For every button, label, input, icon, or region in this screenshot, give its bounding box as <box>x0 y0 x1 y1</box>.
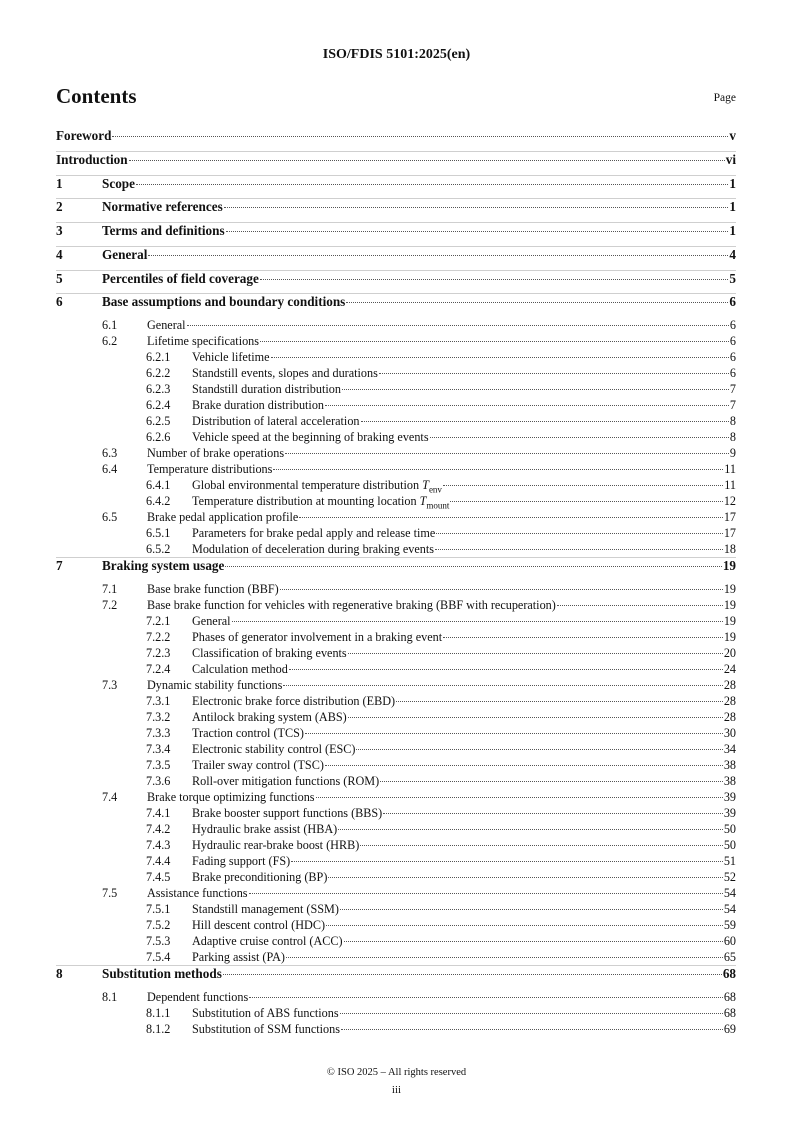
toc-entry-page: 19 <box>723 581 736 596</box>
toc-entry-page: 12 <box>723 494 736 508</box>
toc-entry-number: 5 <box>56 270 63 286</box>
toc-entry-number: 7.5 <box>102 885 118 900</box>
toc-entry-number: 7.5.2 <box>146 917 171 932</box>
dot-leader <box>305 733 723 734</box>
toc-entry-title: Parameters for brake pedal apply and release time <box>192 526 436 540</box>
toc-entry-title: Vehicle speed at the beginning of braking events <box>192 430 429 444</box>
dot-leader <box>289 669 723 670</box>
toc-entry-title: Braking system usage <box>102 558 225 573</box>
toc-entry-number: 6.2.5 <box>146 414 171 428</box>
toc-entry-page: 52 <box>723 869 736 884</box>
toc-entry-page: 60 <box>723 933 736 948</box>
toc-entry-page: 4 <box>729 246 736 262</box>
toc-entry[interactable] <box>56 870 736 886</box>
toc-entry-number: 7.4.5 <box>146 869 171 884</box>
toc-entry[interactable] <box>56 630 736 646</box>
dot-leader <box>273 469 723 470</box>
dot-leader <box>129 160 725 161</box>
toc-entry-page: 38 <box>723 757 736 772</box>
toc-entry[interactable] <box>56 414 736 430</box>
toc-entry[interactable] <box>56 582 736 598</box>
toc-entry-page: 5 <box>729 270 736 286</box>
toc-entry-page: 11 <box>724 478 736 492</box>
toc-entry[interactable] <box>56 478 736 494</box>
toc-entry-title: Percentiles of field coverage <box>102 270 259 286</box>
toc-entry-number: 6.4.1 <box>146 478 171 492</box>
toc-entry-title: Brake duration distribution <box>192 398 325 412</box>
toc-entry-page: 51 <box>723 853 736 868</box>
dot-leader <box>271 357 729 358</box>
dot-leader <box>346 302 728 303</box>
toc-entry-number: 8.1 <box>102 989 118 1004</box>
toc-entry-number: 6.2.1 <box>146 350 171 364</box>
toc-entry-page: 28 <box>723 709 736 724</box>
toc-entry[interactable] <box>56 199 736 223</box>
toc-entry-title: Temperature distributions <box>147 462 273 476</box>
toc-entry-title: Standstill management (SSM) <box>192 901 339 916</box>
toc-entry-page: 59 <box>723 917 736 932</box>
toc-entry-title: Roll-over mitigation functions (ROM) <box>192 773 380 788</box>
toc-entry-title: Terms and definitions <box>102 223 225 238</box>
document-id-header: ISO/FDIS 5101:2025(en) <box>322 47 471 62</box>
dot-leader <box>348 717 723 718</box>
toc-entry-number: 7.2 <box>102 597 118 612</box>
toc-entry-number: 6.1 <box>102 318 118 332</box>
dot-leader <box>342 389 729 390</box>
toc-entry[interactable] <box>56 128 736 152</box>
toc-entry-page: 68 <box>722 965 736 981</box>
dot-leader <box>328 877 722 878</box>
toc-entry-page: 1 <box>729 175 736 191</box>
toc-entry[interactable] <box>56 694 736 710</box>
math-subscript: mount <box>426 500 450 511</box>
toc-entry-number: 6.3 <box>102 446 118 460</box>
toc-entry[interactable] <box>56 614 736 630</box>
dot-leader <box>396 701 723 702</box>
toc-entry-number: 7.2.4 <box>146 661 171 676</box>
dot-leader <box>325 765 723 766</box>
dot-leader <box>361 421 729 422</box>
toc-entry-title: Standstill events, slopes and durations <box>192 366 378 380</box>
toc-entry-title: Base brake function for vehicles with regenerative braking (BBF with recuperation) <box>147 597 556 612</box>
toc-entry-title: Calculation method <box>192 661 288 676</box>
toc-entry-title: Classification of braking events <box>192 645 347 660</box>
toc-entry-page: 6 <box>729 318 736 332</box>
toc-entry[interactable] <box>56 430 736 446</box>
toc-entry-number: 6.5 <box>102 510 118 524</box>
toc-entry[interactable] <box>56 398 736 414</box>
toc-entry[interactable] <box>56 918 736 934</box>
toc-entry[interactable] <box>56 886 736 902</box>
toc-entry[interactable] <box>56 462 736 478</box>
dot-leader <box>280 589 723 590</box>
toc-entry-title: Temperature distribution at mounting location $T_{mount}$ <box>192 494 450 511</box>
toc-entry-page: 19 <box>723 629 736 644</box>
toc-entry[interactable] <box>56 774 736 790</box>
dot-leader <box>283 685 722 686</box>
toc-entry-number: 7.3.5 <box>146 757 171 772</box>
math-symbol: T <box>419 494 427 508</box>
math-subscript: env <box>428 484 442 495</box>
toc-entry-page: 28 <box>723 693 736 708</box>
dot-leader <box>383 813 723 814</box>
toc-entry-number: 4 <box>56 246 63 262</box>
dot-leader <box>224 207 729 208</box>
toc-entry[interactable] <box>56 854 736 870</box>
dot-leader <box>226 231 729 232</box>
dot-leader <box>435 549 723 550</box>
toc-entry-title: Substitution of ABS functions <box>192 1005 339 1020</box>
toc-entry-number: 7.5.3 <box>146 933 171 948</box>
dot-leader <box>286 957 723 958</box>
toc-entry-page: 54 <box>723 901 736 916</box>
toc-entry[interactable] <box>56 271 736 295</box>
math-symbol: T <box>422 478 429 492</box>
toc-entry-number: 7.4.4 <box>146 853 171 868</box>
toc-entry-title: Substitution methods <box>102 965 222 981</box>
dot-leader <box>223 974 722 975</box>
toc-entry[interactable] <box>56 662 736 678</box>
page-title: Contents <box>56 84 137 108</box>
toc-entry[interactable] <box>56 366 736 382</box>
toc-entry-title: Substitution of SSM functions <box>192 1021 340 1036</box>
toc-entry[interactable] <box>56 678 736 694</box>
toc-entry-title: Dependent functions <box>147 989 249 1004</box>
toc-entry-title: Normative references <box>102 199 223 215</box>
dot-leader <box>340 1013 723 1014</box>
dot-leader <box>348 653 723 654</box>
toc-entry-page: 30 <box>723 725 736 740</box>
dot-leader <box>443 637 723 638</box>
toc-entry-title: General <box>147 318 186 332</box>
toc-entry-title: Adaptive cruise control (ACC) <box>192 933 343 948</box>
toc-entry-page: v <box>729 128 736 143</box>
dot-leader <box>340 909 723 910</box>
page-column-label: Page <box>713 92 736 104</box>
dot-leader <box>360 845 723 846</box>
toc-entry-number: 7.4.1 <box>146 805 171 820</box>
dot-leader <box>299 517 723 518</box>
toc-entry-page: 69 <box>723 1021 736 1036</box>
toc-entry[interactable] <box>56 1006 736 1022</box>
toc-entry-number: 2 <box>56 199 63 215</box>
toc-entry[interactable] <box>56 446 736 462</box>
toc-entry-number: 7.3.1 <box>146 693 171 708</box>
toc-entry[interactable] <box>56 318 736 334</box>
toc-entry-page: 18 <box>723 542 736 556</box>
dot-leader <box>379 373 729 374</box>
toc-entry[interactable] <box>56 558 736 582</box>
toc-entry-page: 17 <box>723 510 736 524</box>
toc-entry-title: Brake pedal application profile <box>147 510 299 524</box>
toc-entry[interactable] <box>56 382 736 398</box>
dot-leader <box>136 184 728 185</box>
toc-entry-number: 7.3.4 <box>146 741 171 756</box>
toc-entry-title: Parking assist (PA) <box>192 949 285 964</box>
toc-entry-page: 54 <box>723 885 736 900</box>
toc-entry-number: 6.4 <box>102 462 118 476</box>
toc-entry-title: Trailer sway control (TSC) <box>192 757 324 772</box>
toc-entry-title: Base assumptions and boundary conditions <box>102 294 346 310</box>
dot-leader <box>338 829 723 830</box>
dot-leader <box>225 566 721 567</box>
toc-entry-page: 19 <box>723 613 736 628</box>
toc-entry-page: 50 <box>723 837 736 852</box>
toc-entry-page: 6 <box>729 294 736 310</box>
dot-leader <box>557 605 723 606</box>
toc-entry[interactable] <box>56 223 736 247</box>
toc-entry-title: Distribution of lateral acceleration <box>192 414 360 428</box>
toc-entry-page: 24 <box>723 661 736 676</box>
toc-entry-page: 8 <box>729 430 736 444</box>
dot-leader <box>341 1029 723 1030</box>
toc-entry[interactable] <box>56 990 736 1006</box>
dot-leader <box>380 781 723 782</box>
toc-entry-title: Dynamic stability functions <box>147 677 283 692</box>
dot-leader <box>260 341 729 342</box>
dot-leader <box>443 485 723 486</box>
toc-entry-number: 7.4 <box>102 789 118 804</box>
dot-leader <box>148 255 728 256</box>
dot-leader <box>344 941 723 942</box>
dot-leader <box>260 279 729 280</box>
toc-entry-page: 68 <box>723 989 736 1004</box>
toc-entry[interactable] <box>56 838 736 854</box>
toc-entry-number: 7 <box>56 558 63 573</box>
table-of-contents <box>56 128 736 1038</box>
toc-entry[interactable] <box>56 806 736 822</box>
toc-entry-title: Traction control (TCS) <box>192 725 304 740</box>
toc-entry-title: Phases of generator involvement in a braking event <box>192 629 443 644</box>
toc-entry-page: 68 <box>723 1005 736 1020</box>
toc-entry-page: 65 <box>723 949 736 964</box>
toc-entry-page: 34 <box>723 741 736 756</box>
toc-entry[interactable] <box>56 966 736 990</box>
toc-entry[interactable] <box>56 510 736 526</box>
toc-entry[interactable] <box>56 934 736 950</box>
toc-entry-page: 17 <box>723 526 736 540</box>
toc-entry-page: 8 <box>729 414 736 428</box>
toc-entry-title: Lifetime specifications <box>147 334 260 348</box>
toc-entry-number: 3 <box>56 223 63 238</box>
toc-entry-number: 1 <box>56 175 63 191</box>
toc-entry-number: 6.4.2 <box>146 494 171 508</box>
dot-leader <box>187 325 729 326</box>
toc-entry-page: 9 <box>729 446 736 460</box>
toc-entry-title: Number of brake operations <box>147 446 285 460</box>
toc-entry-number: 6.2.6 <box>146 430 171 444</box>
toc-entry[interactable] <box>56 494 736 510</box>
dot-leader <box>430 437 729 438</box>
toc-entry[interactable] <box>56 294 736 318</box>
toc-entry-number: 8.1.1 <box>146 1005 171 1020</box>
dot-leader <box>291 861 723 862</box>
toc-entry-title: Electronic stability control (ESC) <box>192 741 356 756</box>
toc-entry-number: 7.4.3 <box>146 837 171 852</box>
toc-entry-number: 6 <box>56 294 63 310</box>
toc-entry[interactable] <box>56 350 736 366</box>
toc-entry[interactable] <box>56 790 736 806</box>
toc-entry[interactable] <box>56 902 736 918</box>
toc-entry-number: 8 <box>56 965 63 981</box>
toc-entry-number: 8.1.2 <box>146 1021 171 1036</box>
toc-entry[interactable] <box>56 710 736 726</box>
toc-entry-number: 7.4.2 <box>146 821 171 836</box>
toc-entry-number: 7.3.2 <box>146 709 171 724</box>
toc-entry-page: 1 <box>729 223 736 238</box>
toc-entry[interactable] <box>56 247 736 271</box>
toc-entry-page: 6 <box>729 334 736 348</box>
toc-entry-title: Assistance functions <box>147 885 248 900</box>
toc-entry-number: 7.2.2 <box>146 629 171 644</box>
toc-entry-title: Modulation of deceleration during braking events <box>192 542 434 556</box>
toc-entry-title: Fading support (FS) <box>192 853 291 868</box>
toc-entry[interactable] <box>56 176 736 200</box>
toc-entry-number: 6.5.1 <box>146 526 171 540</box>
toc-entry-page: 39 <box>723 789 736 804</box>
toc-entry-page: 6 <box>729 366 736 380</box>
toc-entry-page: 39 <box>723 805 736 820</box>
toc-entry-title: Vehicle lifetime <box>192 350 270 364</box>
toc-entry-number: 7.3.3 <box>146 725 171 740</box>
toc-entry[interactable] <box>56 742 736 758</box>
toc-entry-number: 7.2.1 <box>146 613 171 628</box>
toc-entry[interactable] <box>56 526 736 542</box>
dot-leader <box>112 136 728 137</box>
dot-leader <box>325 405 729 406</box>
toc-entry-number: 7.3 <box>102 677 118 692</box>
toc-entry-title: General <box>192 613 231 628</box>
toc-entry-title: Global environmental temperature distribution $T_{env}$ <box>192 478 442 495</box>
toc-entry-title: Antilock braking system (ABS) <box>192 709 347 724</box>
toc-entry-title: Hydraulic rear-brake boost (HRB) <box>192 837 360 852</box>
dot-leader <box>249 997 723 998</box>
toc-entry-page: 11 <box>724 462 736 476</box>
toc-entry[interactable] <box>56 334 736 350</box>
toc-entry-page: 38 <box>723 773 736 788</box>
dot-leader <box>450 501 722 502</box>
toc-entry-title: Introduction <box>56 151 128 167</box>
toc-entry-page: vi <box>725 151 736 167</box>
toc-entry[interactable] <box>56 1022 736 1038</box>
toc-entry-title: Base brake function (BBF) <box>147 581 279 596</box>
toc-entry-title: Standstill duration distribution <box>192 382 341 396</box>
toc-entry-number: 6.2.3 <box>146 382 171 396</box>
toc-entry-page: 19 <box>722 558 736 573</box>
toc-entry[interactable] <box>56 646 736 662</box>
toc-entry-title: Hydraulic brake assist (HBA) <box>192 821 338 836</box>
toc-entry-page: 7 <box>729 382 736 396</box>
toc-entry[interactable] <box>56 598 736 614</box>
toc-entry-page: 20 <box>723 645 736 660</box>
toc-entry-title: Hill descent control (HDC) <box>192 917 326 932</box>
toc-entry-page: 50 <box>723 821 736 836</box>
dot-leader <box>285 453 729 454</box>
toc-entry[interactable] <box>56 822 736 838</box>
toc-entry[interactable] <box>56 542 736 558</box>
toc-entry-title: Electronic brake force distribution (EBD) <box>192 693 396 708</box>
toc-entry-number: 7.5.4 <box>146 949 171 964</box>
toc-entry-page: 28 <box>723 677 736 692</box>
dot-leader <box>326 925 723 926</box>
toc-entry-page: 1 <box>729 199 736 215</box>
dot-leader <box>436 533 723 534</box>
toc-entry-number: 7.2.3 <box>146 645 171 660</box>
toc-entry-title: Scope <box>102 175 135 191</box>
toc-entry-number: 7.1 <box>102 581 118 596</box>
toc-entry-page: 7 <box>729 398 736 412</box>
toc-entry-title: General <box>102 246 148 262</box>
toc-entry-number: 6.2.2 <box>146 366 171 380</box>
dot-leader <box>249 893 723 894</box>
toc-entry-title: Brake preconditioning (BP) <box>192 869 328 884</box>
toc-entry-page: 6 <box>729 350 736 364</box>
copyright-notice: © ISO 2025 – All rights reserved <box>326 1067 467 1078</box>
toc-entry-page: 19 <box>723 597 736 612</box>
toc-entry-title: Brake torque optimizing functions <box>147 789 315 804</box>
page-number: iii <box>391 1084 402 1096</box>
toc-entry[interactable] <box>56 152 736 176</box>
toc-entry-title: Foreword <box>56 128 112 143</box>
toc-entry-number: 7.5.1 <box>146 901 171 916</box>
toc-entry-number: 6.2.4 <box>146 398 171 412</box>
toc-entry[interactable] <box>56 726 736 742</box>
toc-entry-title: Brake booster support functions (BBS) <box>192 805 383 820</box>
toc-entry[interactable] <box>56 758 736 774</box>
dot-leader <box>356 749 722 750</box>
toc-entry-number: 6.2 <box>102 334 118 348</box>
toc-entry[interactable] <box>56 950 736 966</box>
dot-leader <box>316 797 723 798</box>
toc-entry-number: 7.3.6 <box>146 773 171 788</box>
toc-entry-number: 6.5.2 <box>146 542 171 556</box>
dot-leader <box>232 621 723 622</box>
